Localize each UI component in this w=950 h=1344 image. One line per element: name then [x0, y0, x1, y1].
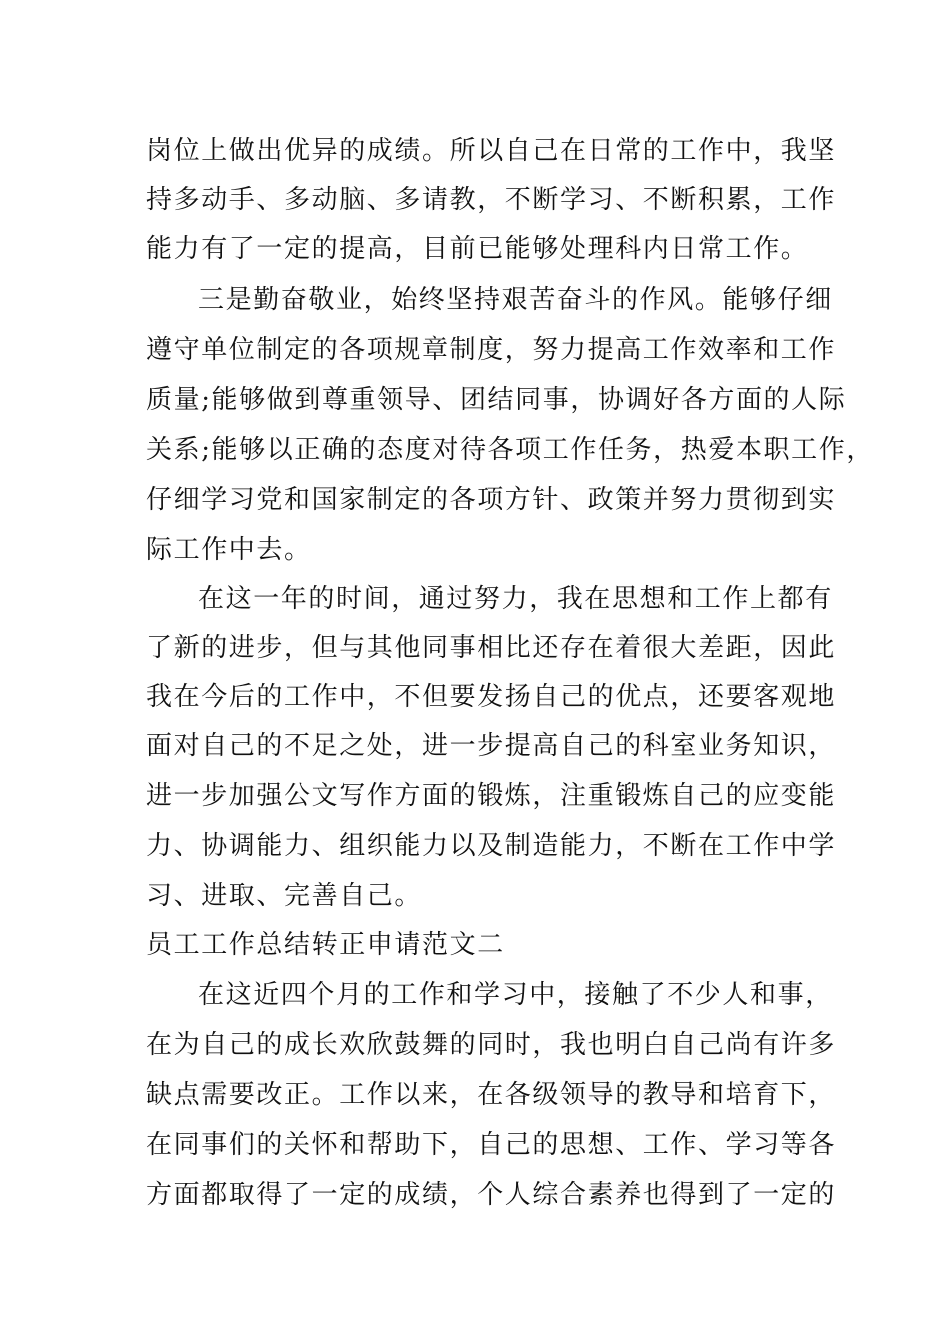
text-line: 质量;能够做到尊重领导、团结同事，协调好各方面的人际	[146, 385, 847, 415]
text-line: 在这一年的时间，通过努力，我在思想和工作上都有	[198, 584, 833, 614]
text-line: 在同事们的关怀和帮助下，自己的思想、工作、学习等各	[146, 1130, 837, 1160]
text-line: 在这近四个月的工作和学习中，接触了不少人和事，	[198, 980, 833, 1010]
text-line: 进一步加强公文写作方面的锻炼，注重锻炼自己的应变能	[146, 781, 837, 811]
text-line: 关系;能够以正确的态度对待各项工作任务，热爱本职工作，	[146, 435, 874, 465]
text-line: 习、进取、完善自己。	[146, 881, 423, 911]
text-line: 我在今后的工作中，不但要发扬自己的优点，还要客观地	[146, 682, 837, 712]
text-line: 方面都取得了一定的成绩，个人综合素养也得到了一定的	[146, 1180, 837, 1210]
section-heading: 员工工作总结转正申请范文二	[146, 930, 505, 960]
text-line: 岗位上做出优异的成绩。所以自己在日常的工作中，我坚	[146, 136, 837, 166]
text-line: 持多动手、多动脑、多请教，不断学习、不断积累，工作	[146, 185, 837, 215]
text-line: 了新的进步，但与其他同事相比还存在着很大差距，因此	[146, 633, 837, 663]
text-line: 在为自己的成长欢欣鼓舞的同时，我也明白自己尚有许多	[146, 1030, 837, 1060]
text-line: 三是勤奋敬业，始终坚持艰苦奋斗的作风。能够仔细	[198, 285, 833, 315]
text-line: 力、协调能力、组织能力以及制造能力，不断在工作中学	[146, 831, 837, 861]
text-line: 际工作中去。	[146, 535, 312, 565]
text-line: 能力有了一定的提高，目前已能够处理科内日常工作。	[146, 234, 809, 264]
text-line: 面对自己的不足之处，进一步提高自己的科室业务知识，	[146, 731, 837, 761]
text-line: 仔细学习党和国家制定的各项方针、政策并努力贯彻到实	[146, 485, 837, 515]
text-line: 缺点需要改正。工作以来，在各级领导的教导和培育下，	[146, 1080, 837, 1110]
text-line: 遵守单位制定的各项规章制度，努力提高工作效率和工作	[146, 335, 837, 365]
